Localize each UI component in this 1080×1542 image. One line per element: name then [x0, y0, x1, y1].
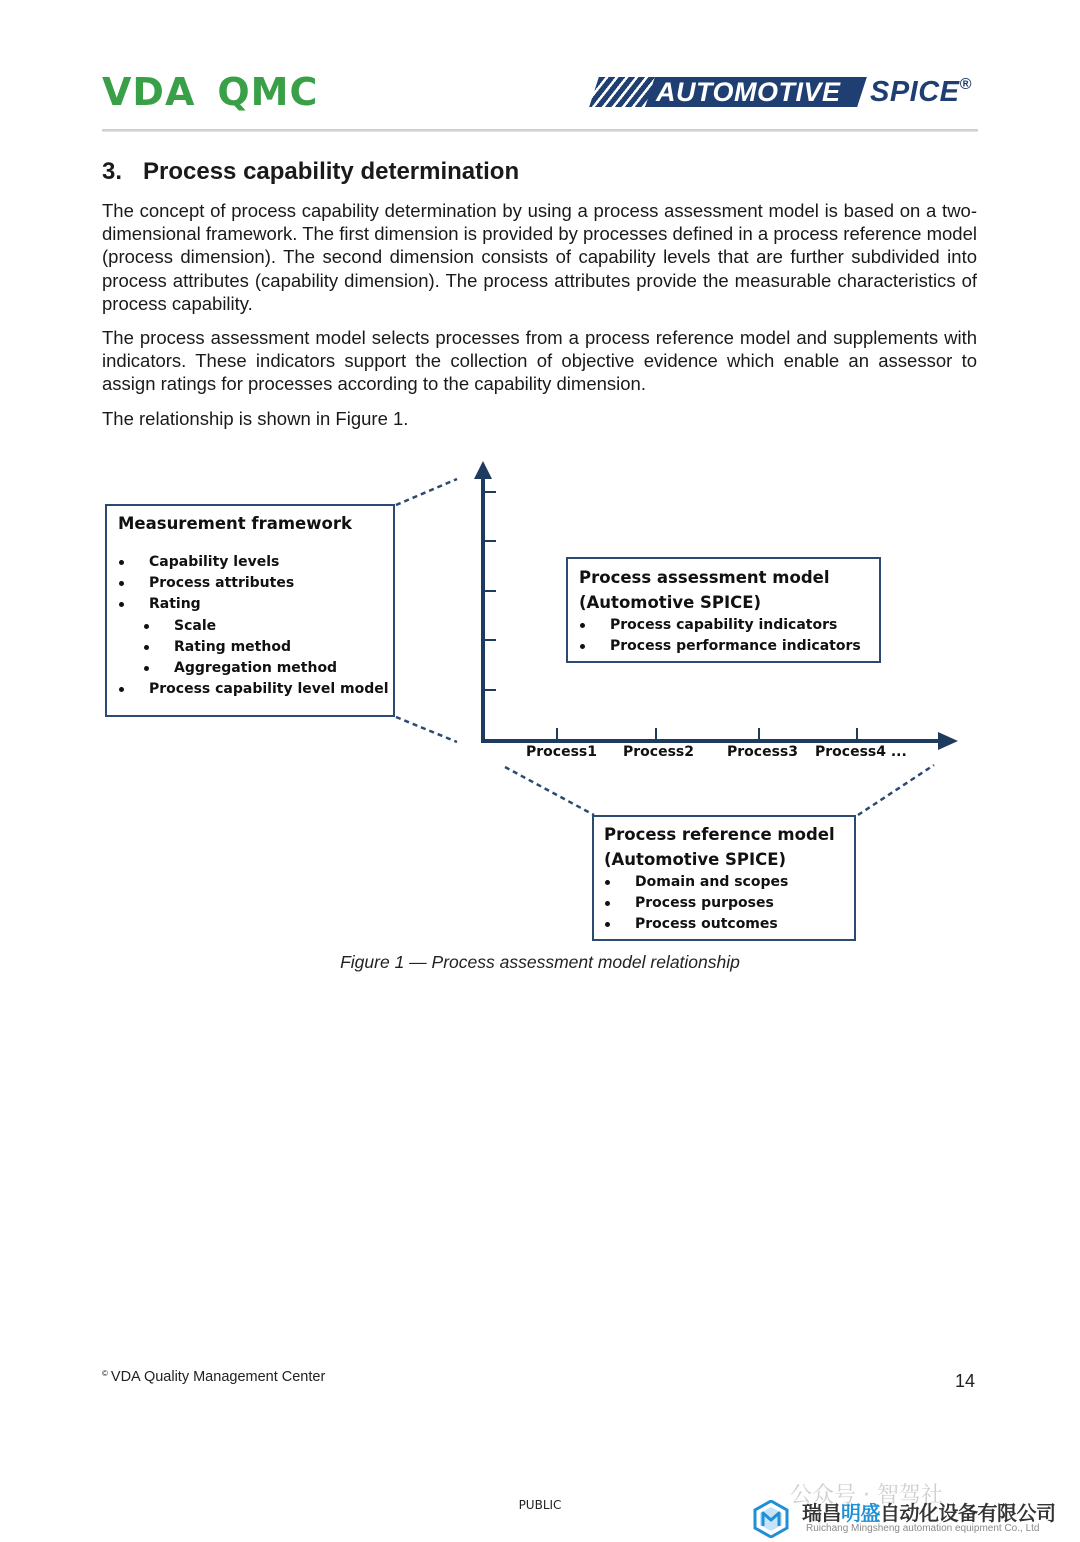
copyright-symbol: ©: [102, 1369, 108, 1378]
section-heading: [102, 158, 519, 186]
list-item: Process capability indicators: [579, 615, 879, 636]
vda-logo-text: VDA: [102, 70, 196, 114]
spice-logo-automotive-text: AUTOMOTIVE: [656, 77, 841, 107]
list-item: Scale: [118, 616, 393, 637]
qmc-logo-text: QMC: [217, 70, 319, 114]
paragraph-2: The process assessment model selects processes from a process reference model and supplements with indicators. These indicators support the collection of objective evidence which enable an assessor to assign ratings for processes according to the capability dimension.: [102, 327, 977, 395]
header-divider: [102, 129, 978, 132]
company-name-highlight: 明盛: [841, 1501, 880, 1525]
assessment-model-subtitle: (Automotive SPICE): [579, 593, 762, 612]
vda-qmc-logo: [102, 70, 318, 114]
list-item: Capability levels: [118, 552, 393, 573]
faint-watermark-text: 公众号 · 智驾社: [790, 1483, 943, 1508]
company-logo-icon: [752, 1500, 790, 1538]
assessment-model-diagram: [0, 455, 1080, 955]
x-axis-arrowhead: [938, 732, 958, 750]
assessment-model-list: [579, 615, 879, 657]
spice-logo-spice-text: SPICE: [870, 76, 960, 108]
paragraph-3: The relationship is shown in Figure 1.: [102, 408, 409, 429]
measurement-framework-title: Measurement framework: [118, 514, 352, 533]
connector-line-bottom-left: [396, 717, 457, 742]
list-item: Process performance indicators: [579, 636, 879, 657]
x-axis-label-process3: Process3: [727, 744, 798, 760]
x-axis-label-process1: Process1: [526, 744, 597, 760]
classification-label: PUBLIC: [518, 1498, 562, 1512]
x-axis-label-process4: Process4 ...: [815, 744, 907, 760]
spice-logo-spice-word: [870, 75, 972, 109]
spice-logo-automotive-block: [645, 77, 867, 107]
reference-model-title: Process reference model: [604, 825, 835, 844]
connector-line-bottom-prm-right: [858, 765, 934, 815]
figure-caption: Figure 1 — Process assessment model relationship: [340, 952, 740, 972]
list-item: Process purposes: [604, 893, 854, 914]
registered-mark: ®: [959, 76, 972, 93]
company-name-prefix: 瑞昌: [802, 1501, 841, 1525]
assessment-model-title: Process assessment model: [579, 568, 830, 587]
company-name: [802, 1497, 1056, 1526]
reference-model-list: [604, 872, 854, 936]
copyright-text: VDA Quality Management Center: [110, 1369, 326, 1385]
list-item: Aggregation method: [118, 658, 393, 679]
list-item: Process capability level model: [118, 679, 393, 700]
connector-line-top-left: [396, 479, 457, 505]
paragraph-1: The concept of process capability determination by using a process assessment model is based on a two-dimensional framework. The first dimension is provided by processes defined in a process reference model (process dimension). The second dimension consists of capability levels that are further subdivided into process attributes (capability dimension). The process attributes provide the measurable characteristics of process capability.: [102, 200, 977, 314]
list-item: Rating: [118, 594, 393, 615]
section-number: 3.: [102, 158, 123, 185]
section-title: Process capability determination: [143, 158, 520, 185]
list-item: Process attributes: [118, 573, 393, 594]
measurement-framework-box: [105, 504, 395, 717]
company-watermark: [752, 1496, 1080, 1542]
reference-model-subtitle: (Automotive SPICE): [604, 850, 787, 869]
automotive-spice-logo: [594, 75, 978, 109]
connector-line-bottom-prm-left: [505, 767, 594, 815]
y-axis-arrowhead: [474, 461, 492, 479]
company-name-suffix: 自动化设备有限公司: [880, 1501, 1056, 1525]
page-number: 14: [955, 1371, 976, 1391]
measurement-framework-list: [118, 552, 393, 700]
process-assessment-model-box: [566, 557, 881, 663]
x-axis-label-process2: Process2: [623, 744, 694, 760]
footer-copyright: [102, 1369, 325, 1385]
list-item: Rating method: [118, 637, 393, 658]
process-reference-model-box: [592, 815, 856, 941]
list-item: Process outcomes: [604, 914, 854, 935]
company-name-english: Ruichang Mingsheng automation equipment Co., Ltd: [806, 1523, 1040, 1534]
list-item: Domain and scopes: [604, 872, 854, 893]
